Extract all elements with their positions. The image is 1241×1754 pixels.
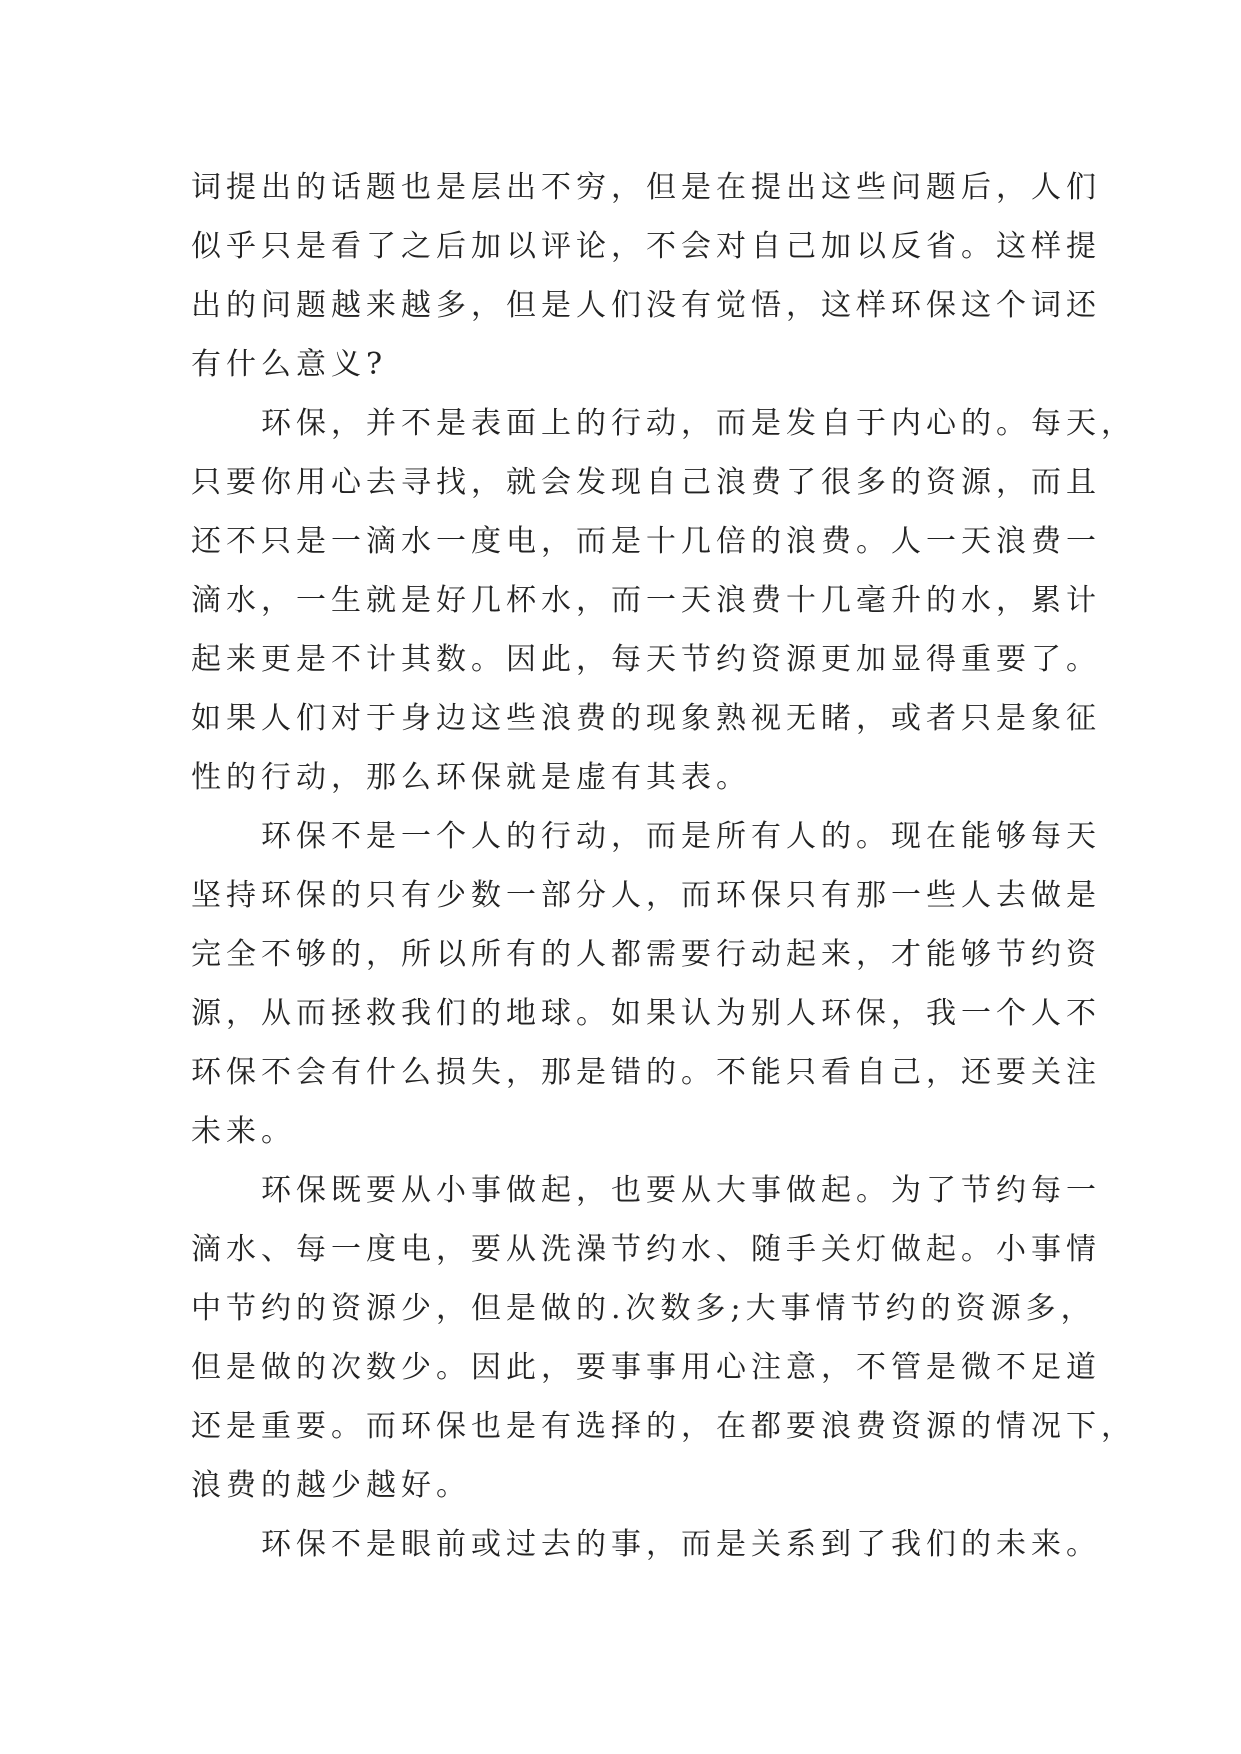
text-line: 环保不会有什么损失，那是错的。不能只看自己，还要关注 bbox=[191, 1055, 1101, 1090]
paragraph-first-line: 环保不是一个人的行动，而是所有人的。现在能够每天 bbox=[261, 819, 1101, 854]
text-line: 如果人们对于身边这些浪费的现象熟视无睹，或者只是象征 bbox=[191, 701, 1101, 736]
text-line: 出的问题越来越多，但是人们没有觉悟，这样环保这个词还 bbox=[191, 288, 1101, 323]
text-line: 未来。 bbox=[191, 1114, 296, 1149]
text-line: 只要你用心去寻找，就会发现自己浪费了很多的资源，而且 bbox=[191, 465, 1101, 500]
text-line: 词提出的话题也是层出不穷，但是在提出这些问题后，人们 bbox=[191, 170, 1101, 205]
text-line: 性的行动，那么环保就是虚有其表。 bbox=[191, 760, 751, 795]
paragraph-first-line: 环保既要从小事做起，也要从大事做起。为了节约每一 bbox=[261, 1173, 1101, 1208]
text-line: 滴水，一生就是好几杯水，而一天浪费十几毫升的水，累计 bbox=[191, 583, 1101, 618]
paragraph-first-line: 环保，并不是表面上的行动，而是发自于内心的。每天， bbox=[261, 406, 1136, 441]
text-line: 坚持环保的只有少数一部分人，而环保只有那一些人去做是 bbox=[191, 878, 1101, 913]
text-line: 还是重要。而环保也是有选择的，在都要浪费资源的情况下， bbox=[191, 1409, 1136, 1444]
text-line: 滴水、每一度电，要从洗澡节约水、随手关灯做起。小事情 bbox=[191, 1232, 1101, 1267]
paragraph-first-line: 环保不是眼前或过去的事，而是关系到了我们的未来。 bbox=[261, 1527, 1101, 1562]
body-text bbox=[191, 158, 1136, 1574]
text-line: 还不只是一滴水一度电，而是十几倍的浪费。人一天浪费一 bbox=[191, 524, 1101, 559]
text-line: 源，从而拯救我们的地球。如果认为别人环保，我一个人不 bbox=[191, 996, 1101, 1031]
text-line: 完全不够的，所以所有的人都需要行动起来，才能够节约资 bbox=[191, 937, 1101, 972]
text-line: 似乎只是看了之后加以评论，不会对自己加以反省。这样提 bbox=[191, 229, 1101, 264]
text-line: 浪费的越少越好。 bbox=[191, 1468, 471, 1503]
text-line: 中节约的资源少，但是做的.次数多;大事情节约的资源多， bbox=[191, 1291, 1096, 1326]
text-line: 有什么意义? bbox=[191, 347, 388, 382]
text-line: 起来更是不计其数。因此，每天节约资源更加显得重要了。 bbox=[191, 642, 1101, 677]
text-line: 但是做的次数少。因此，要事事用心注意，不管是微不足道 bbox=[191, 1350, 1101, 1385]
